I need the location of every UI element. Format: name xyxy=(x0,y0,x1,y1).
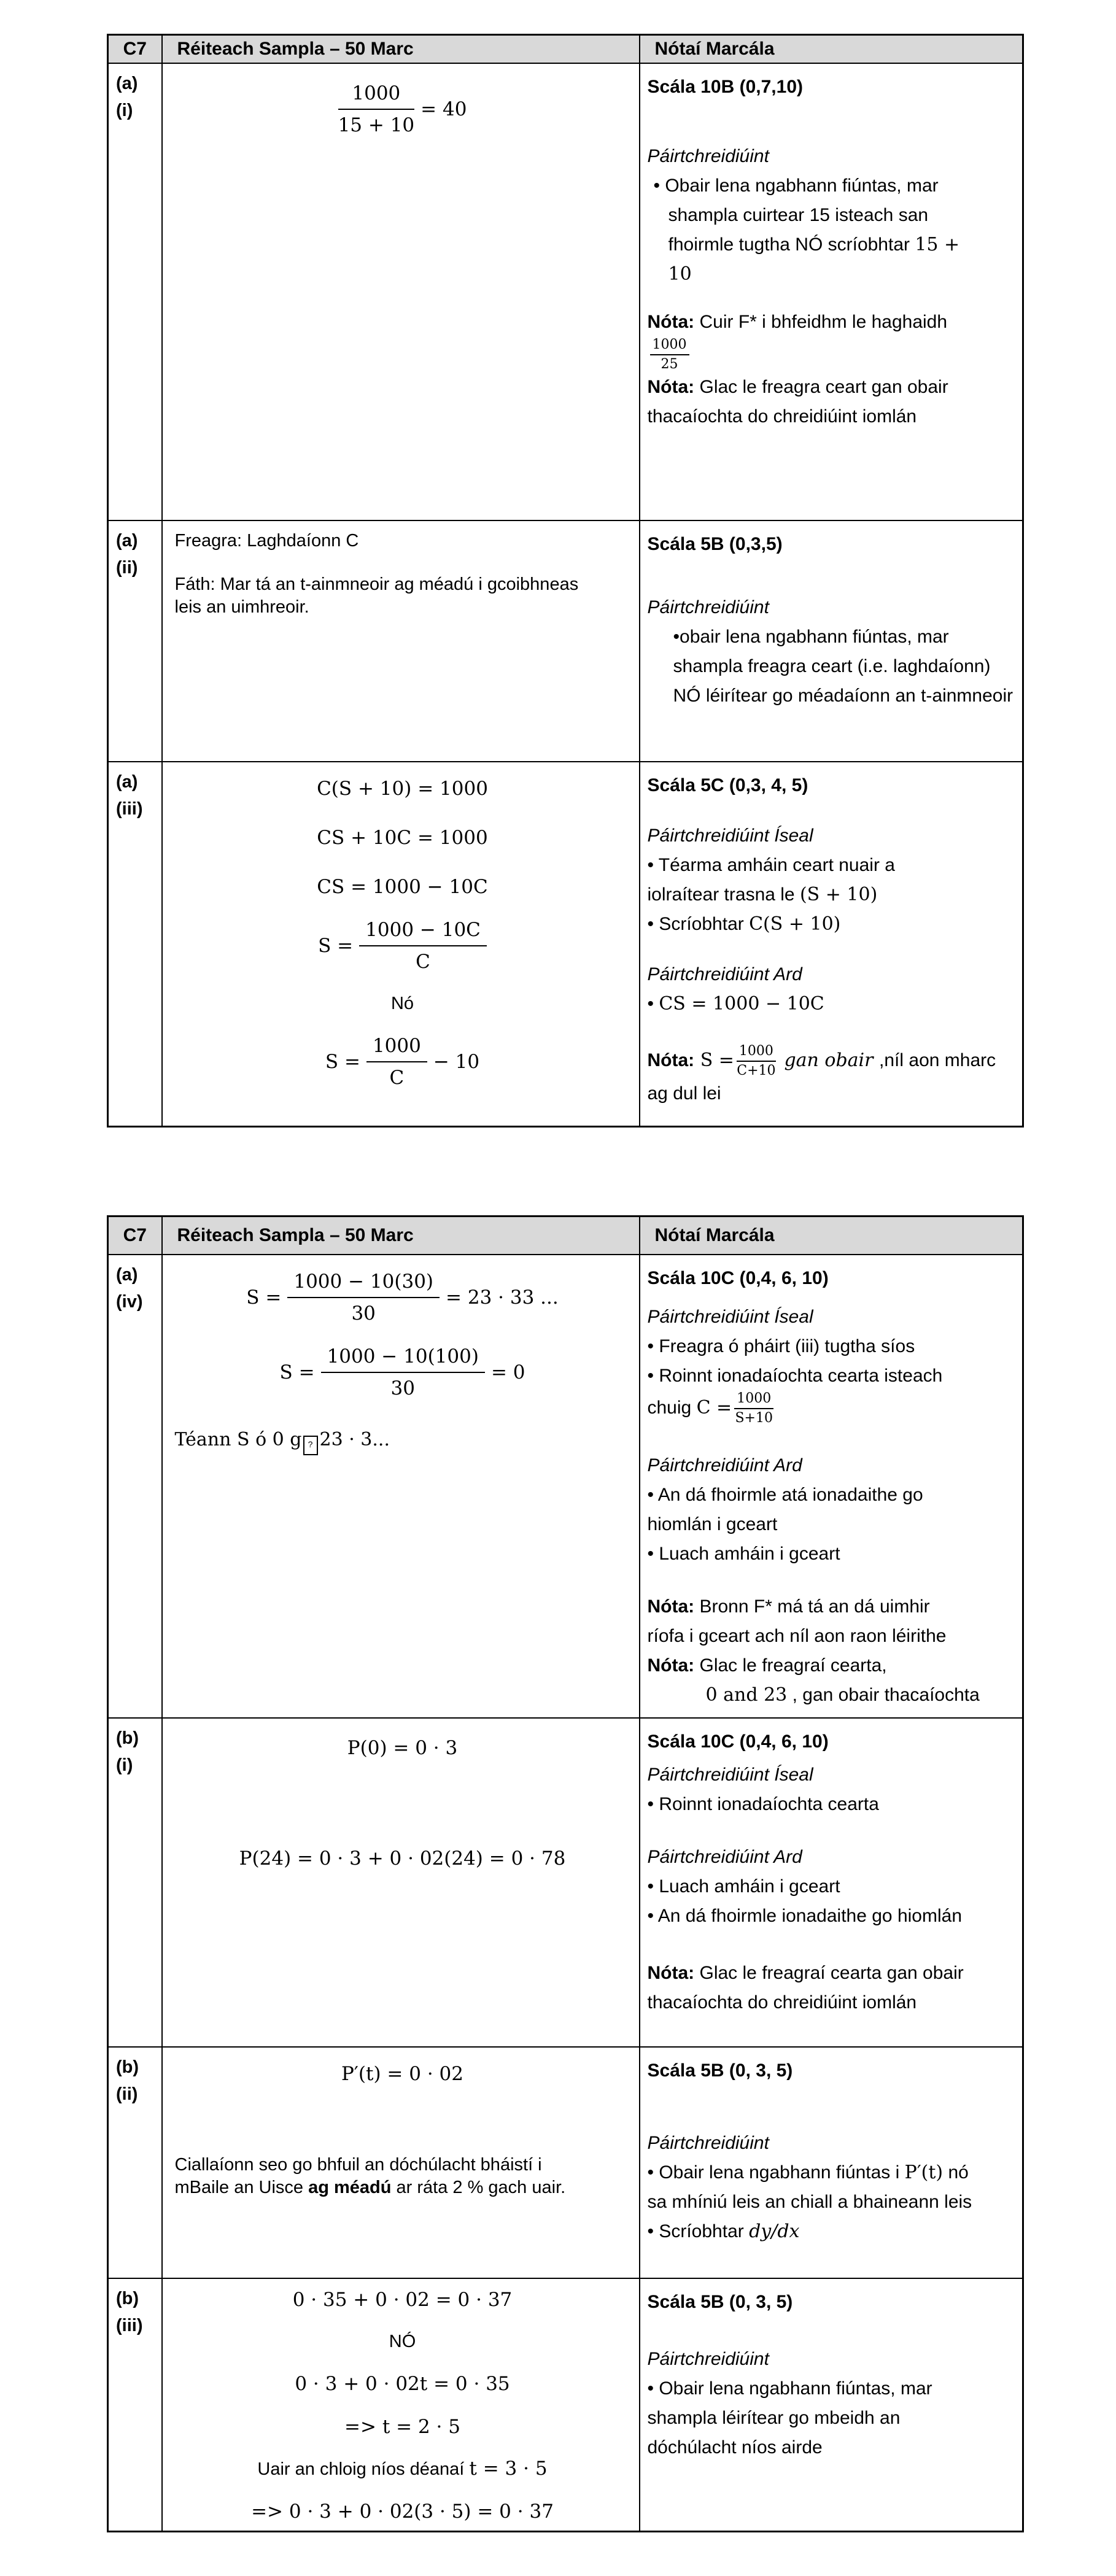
note-line: Nóta: Cuir F* i bhfeidhm le haghaidh xyxy=(647,311,948,332)
note-line: Nóta: S = $\frac{1000}{C+10}$ gan obair ,níl aon mharc ag dul lei xyxy=(647,1043,996,1104)
part-label-a-iv: (a) (iv) xyxy=(108,1255,162,1718)
range-statement: Téann S ó 0 g ? 23 · 3... xyxy=(175,1428,630,1455)
notes-b-i xyxy=(640,1718,1023,2047)
equation: => t = 2 · 5 xyxy=(344,2415,460,2438)
equation: $\frac{1000}{15 + 10}$ = 40 xyxy=(338,82,467,136)
bullet-item: • Obair lena ngabhann fiúntas i P′(t) nó sa mhíniú leis an chiall a bhaineann leis xyxy=(648,2158,991,2217)
table2-header-row xyxy=(108,1216,1023,1255)
equation: CS = 1000 − 10C xyxy=(317,875,488,898)
bullet-item: • Obair lena ngabhann fiúntas, mar shampla cuirtear 15 isteach san fhoirmle tugtha NÓ scríobhtar 15 + 10 xyxy=(648,171,975,289)
scale-label: Scála 5B (0, 3, 5) xyxy=(647,2060,793,2081)
column-header-notes: Nótaí Marcála xyxy=(640,35,1023,63)
or-separator: Nó xyxy=(390,993,414,1013)
scale-label: Scála 5B (0,3,5) xyxy=(647,533,783,554)
row-a-iii xyxy=(108,762,1023,1127)
equation: => 0 · 3 + 0 · 02(3 · 5) = 0 · 37 xyxy=(251,2500,554,2523)
bullet-item: • An dá fhoirmle ionadaithe go hiomlán xyxy=(648,1901,1014,1931)
note-continuation: 0 and 23 , gan obair thacaíochta xyxy=(705,1684,980,1706)
solution-b-ii xyxy=(162,2047,640,2278)
answer-line: Freagra: Laghdaíonn C xyxy=(174,530,359,551)
or-separator: NÓ xyxy=(389,2331,416,2351)
partial-credit-heading: Páirtchreidiúint xyxy=(647,2132,769,2153)
part-label-a-i: (a) (i) xyxy=(108,63,162,520)
missing-glyph-box: ? xyxy=(303,1436,318,1455)
bullet-item: • Luach amháin i gceart xyxy=(648,1872,1014,1901)
solution-a-iii xyxy=(162,762,640,1127)
equation: P(0) = 0 · 3 xyxy=(347,1736,458,1759)
bullet-item: • Freagra ó pháirt (iii) tugtha síos xyxy=(648,1332,1014,1361)
fraction: $\frac{1000}{15 + 10}$ xyxy=(338,82,415,136)
note-line: Nóta: Glac le freagraí cearta, xyxy=(647,1655,887,1676)
fraction: $\frac{1000 - 10(100)}{30}$ xyxy=(321,1344,485,1401)
bullet-item: • Téarma amháin ceart nuair a iolraítear trasna le (S + 10) xyxy=(648,851,924,910)
notes-a-iii xyxy=(640,762,1023,1127)
row-b-ii xyxy=(108,2047,1023,2278)
fraction: $\frac{1000}{S+10}$ xyxy=(735,1390,773,1426)
fraction: $\frac{1000}{25}$ xyxy=(650,337,689,373)
partial-credit-low-heading: Páirtchreidiúint Íseal xyxy=(647,825,813,846)
part-label-a-ii: (a) (ii) xyxy=(108,520,162,762)
reason-line: Fáth: Mar tá an t-ainmneoir ag méadú i gcoibhneas leis an uimhreoir. xyxy=(174,574,579,617)
bullet-item: • Scríobhtar C(S + 10) xyxy=(648,910,1014,939)
equation: P(24) = 0 · 3 + 0 · 02(24) = 0 · 78 xyxy=(239,1847,566,1870)
note-line: Nóta: Glac le freagraí cearta gan obair thacaíochta do chreidiúint iomlán xyxy=(647,1962,964,2013)
note-fraction-line xyxy=(648,337,1014,373)
bullet-continuation: NÓ léirítear go méadaíonn an t-ainmneoir xyxy=(673,685,1013,706)
partial-credit-high-heading: Páirtchreidiúint Ard xyxy=(647,1846,802,1867)
partial-credit-high-heading: Páirtchreidiúint Ard xyxy=(647,964,802,984)
row-a-ii xyxy=(108,520,1023,762)
question-id: C7 xyxy=(108,1216,162,1255)
part-label-b-ii: (b) (ii) xyxy=(108,2047,162,2278)
scale-label: Scála 10C (0,4, 6, 10) xyxy=(647,1267,829,1288)
scale-label: Scála 5B (0, 3, 5) xyxy=(647,2291,793,2312)
partial-credit-heading: Páirtchreidiúint xyxy=(647,2348,769,2369)
solution-b-iii xyxy=(162,2278,640,2532)
bullet-item: • Luach amháin i gceart xyxy=(648,1539,1014,1569)
row-b-i xyxy=(108,1718,1023,2047)
equation: 0 · 35 + 0 · 02 = 0 · 37 xyxy=(292,2288,513,2311)
mixed-line: Uair an chloig níos déanaí t = 3 · 5 xyxy=(257,2457,548,2480)
notes-a-ii xyxy=(640,520,1023,762)
fraction: $\frac{1000}{C}$ xyxy=(366,1034,427,1090)
notes-a-iv xyxy=(640,1255,1023,1718)
page-break-gap xyxy=(107,1127,1116,1215)
part-label-b-i: (b) (i) xyxy=(108,1718,162,2047)
fraction: $\frac{1000 - 10C}{C}$ xyxy=(359,918,487,974)
equation: P′(t) = 0 · 02 xyxy=(341,2062,463,2085)
bullet-item: • Obair lena ngabhann fiúntas, mar shampla léirítear go mbeidh an dóchúlacht níos airde xyxy=(648,2374,955,2462)
marking-table-2 xyxy=(107,1215,1024,2532)
bullet-item: • Roinnt ionadaíochta cearta isteach chuig C = $\frac{1000}{S+10}$ xyxy=(648,1361,967,1426)
marking-table-1 xyxy=(107,34,1024,1127)
row-b-iii xyxy=(108,2278,1023,2532)
equation: S = $\frac{1000 - 10C}{C}$ xyxy=(175,918,630,974)
equation: C(S + 10) = 1000 xyxy=(317,777,488,800)
column-header-notes: Nótaí Marcála xyxy=(640,1216,1023,1255)
equation: CS + 10C = 1000 xyxy=(317,826,488,849)
equation: 0 · 3 + 0 · 02t = 0 · 35 xyxy=(295,2372,510,2395)
notes-b-ii xyxy=(640,2047,1023,2278)
part-label-b-iii: (b) (iii) xyxy=(108,2278,162,2532)
notes-a-i xyxy=(640,63,1023,520)
partial-credit-heading: Páirtchreidiúint xyxy=(647,145,769,166)
note-line: Nóta: Glac le freagra ceart gan obair thacaíochta do chreidiúint iomlán xyxy=(647,376,948,427)
scale-label: Scála 10B (0,7,10) xyxy=(647,76,803,97)
column-header-solution: Réiteach Sampla – 50 Marc xyxy=(162,1216,640,1255)
solution-a-ii xyxy=(162,520,640,762)
bullet-item: • Scríobhtar dy/dx xyxy=(648,2217,1014,2246)
fraction: $\frac{1000}{C+10}$ xyxy=(737,1043,776,1078)
question-id: C7 xyxy=(108,35,162,63)
row-a-iv xyxy=(108,1255,1023,1718)
table1-header-row xyxy=(108,35,1023,63)
equation: S = $\frac{1000 - 10(100)}{30}$ = 0 xyxy=(279,1345,525,1399)
part-label-a-iii: (a) (iii) xyxy=(108,762,162,1127)
partial-credit-high-heading: Páirtchreidiúint Ard xyxy=(647,1455,802,1476)
partial-credit-low-heading: Páirtchreidiúint Íseal xyxy=(647,1764,813,1785)
partial-credit-heading: Páirtchreidiúint xyxy=(647,597,769,617)
partial-credit-low-heading: Páirtchreidiúint Íseal xyxy=(647,1306,813,1327)
bullet-item: • An dá fhoirmle atá ionadaithe go hiomlán i gceart xyxy=(648,1480,967,1539)
row-a-i xyxy=(108,63,1023,520)
bullet-item: • Roinnt ionadaíochta cearta xyxy=(648,1790,1014,1819)
solution-b-i xyxy=(162,1718,640,2047)
equation: S = $\frac{1000 - 10(30)}{30}$ = 23 · 33 ... xyxy=(246,1270,559,1325)
interpretation-text: Ciallaíonn seo go bhfuil an dóchúlacht bháistí i mBaile an Uisce ag méadú ar ráta 2 % gach uair. xyxy=(174,2154,566,2197)
notes-b-iii xyxy=(640,2278,1023,2532)
bullet-item: • obair lena ngabhann fiúntas, mar shampla freagra ceart (i.e. laghdaíonn) xyxy=(648,622,1014,681)
solution-a-i xyxy=(162,63,640,520)
note-line: Nóta: Bronn F* má tá an dá uimhir ríofa i gceart ach níl aon raon léirithe xyxy=(647,1596,947,1646)
equation: S = $\frac{1000}{C}$ − 10 xyxy=(325,1034,480,1089)
solution-a-iv xyxy=(162,1255,640,1718)
fraction: $\frac{1000 - 10(30)}{30}$ xyxy=(287,1269,440,1326)
scale-label: Scála 10C (0,4, 6, 10) xyxy=(647,1731,829,1752)
scale-label: Scála 5C (0,3, 4, 5) xyxy=(647,775,808,795)
bullet-item: • CS = 1000 − 10C xyxy=(648,989,1014,1019)
column-header-solution: Réiteach Sampla – 50 Marc xyxy=(162,35,640,63)
